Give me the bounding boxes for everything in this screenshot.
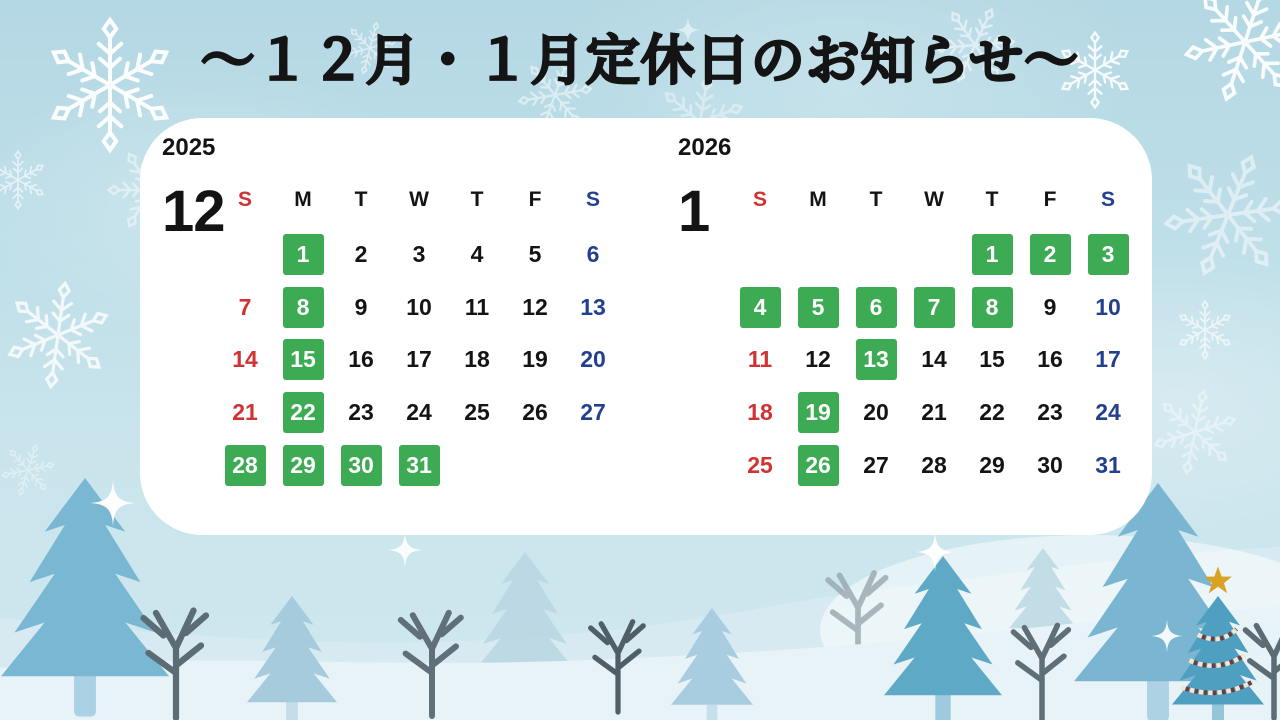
- day-number: 23: [348, 398, 374, 425]
- calendar-card: [140, 118, 1152, 535]
- day-cell: [216, 281, 274, 334]
- day-cell: [564, 386, 622, 439]
- weekday-header: S: [752, 188, 767, 211]
- empty-cell: [905, 228, 963, 281]
- day-cell: [564, 333, 622, 386]
- day-cell: [731, 281, 789, 334]
- weekday-header: M: [294, 188, 312, 211]
- holiday-day: 8: [283, 287, 324, 328]
- holiday-day: 1: [283, 234, 324, 275]
- calendar-year: 2025: [162, 134, 216, 161]
- holiday-day: 15: [283, 339, 324, 380]
- weekday-header: S: [1100, 188, 1115, 211]
- day-cell: [731, 333, 789, 386]
- day-cell: [448, 386, 506, 439]
- day-cell: [963, 333, 1021, 386]
- day-cell: [963, 228, 1021, 281]
- day-cell: [216, 439, 274, 492]
- day-cell: [963, 281, 1021, 334]
- day-cell: [789, 333, 847, 386]
- day-number: 15: [979, 346, 1005, 373]
- day-number: 3: [412, 240, 426, 267]
- calendar-grid: [731, 172, 1137, 491]
- day-cell: [390, 439, 448, 492]
- calendar-grid: [216, 172, 622, 491]
- weekday-header: T: [985, 188, 999, 211]
- day-number: 12: [805, 346, 831, 373]
- day-cell: [274, 333, 332, 386]
- day-cell: [1079, 228, 1137, 281]
- weekday-header: S: [585, 188, 600, 211]
- day-number: 5: [528, 240, 542, 267]
- day-number: 25: [464, 398, 490, 425]
- day-cell: [1021, 439, 1079, 492]
- day-number: 19: [522, 346, 548, 373]
- day-cell: [847, 281, 905, 334]
- day-cell: [448, 281, 506, 334]
- page-title: ～１２月・１月定休日のお知らせ～: [200, 31, 1080, 91]
- holiday-day: 30: [341, 445, 382, 486]
- day-number: 21: [232, 398, 258, 425]
- day-number: 17: [1095, 346, 1121, 373]
- snowflake-icon: [2, 277, 115, 394]
- day-cell: [905, 439, 963, 492]
- holiday-day: 6: [856, 287, 897, 328]
- day-cell: [390, 333, 448, 386]
- snowflake-icon: [0, 151, 45, 208]
- day-number: 6: [586, 240, 600, 267]
- day-number: 9: [354, 293, 368, 320]
- day-cell: [332, 333, 390, 386]
- day-cell: [1079, 386, 1137, 439]
- empty-cell: [448, 439, 506, 492]
- day-cell: [448, 333, 506, 386]
- day-cell: [506, 281, 564, 334]
- empty-cell: [847, 228, 905, 281]
- weekday-header: T: [869, 188, 883, 211]
- day-number: 7: [238, 293, 252, 320]
- day-cell: [905, 386, 963, 439]
- holiday-day: 4: [740, 287, 781, 328]
- holiday-day: 22: [283, 392, 324, 433]
- sparkle-icon: [387, 532, 422, 567]
- day-number: 9: [1043, 293, 1057, 320]
- day-cell: [332, 228, 390, 281]
- snowflake-icon: [1150, 135, 1280, 295]
- day-cell: [1021, 228, 1079, 281]
- holiday-day: 2: [1030, 234, 1071, 275]
- day-number: 10: [1095, 293, 1121, 320]
- weekday-header: F: [528, 188, 542, 211]
- holiday-day: 1: [972, 234, 1013, 275]
- day-number: 17: [406, 346, 432, 373]
- day-number: 14: [232, 346, 258, 373]
- day-cell: [448, 228, 506, 281]
- empty-cell: [564, 439, 622, 492]
- day-cell: [1021, 333, 1079, 386]
- day-cell: [390, 281, 448, 334]
- day-cell: [390, 386, 448, 439]
- weekday-header: W: [409, 188, 429, 211]
- day-cell: [731, 439, 789, 492]
- day-cell: [1079, 333, 1137, 386]
- day-cell: [274, 228, 332, 281]
- day-cell: [789, 386, 847, 439]
- day-cell: [847, 386, 905, 439]
- calendar-month-number: 12: [162, 179, 225, 244]
- holiday-day: 7: [914, 287, 955, 328]
- day-cell: [216, 386, 274, 439]
- holiday-day: 31: [399, 445, 440, 486]
- empty-cell: [506, 439, 564, 492]
- day-number: 30: [1037, 451, 1063, 478]
- day-number: 22: [979, 398, 1005, 425]
- day-cell: [216, 333, 274, 386]
- day-number: 18: [747, 398, 773, 425]
- day-cell: [506, 228, 564, 281]
- day-number: 16: [348, 346, 374, 373]
- weekday-header: F: [1043, 188, 1057, 211]
- snowflake-icon: [1178, 301, 1232, 358]
- day-cell: [274, 439, 332, 492]
- day-number: 29: [979, 451, 1005, 478]
- day-cell: [905, 281, 963, 334]
- day-cell: [789, 439, 847, 492]
- day-number: 12: [522, 293, 548, 320]
- day-number: 10: [406, 293, 432, 320]
- weekday-header: T: [354, 188, 368, 211]
- weekday-header: M: [809, 188, 827, 211]
- holiday-day: 28: [225, 445, 266, 486]
- day-cell: [390, 228, 448, 281]
- day-cell: [847, 333, 905, 386]
- snowflake-icon: [1148, 383, 1243, 481]
- day-cell: [332, 386, 390, 439]
- day-number: 27: [863, 451, 889, 478]
- day-number: 27: [580, 398, 606, 425]
- day-number: 2: [354, 240, 368, 267]
- empty-cell: [731, 228, 789, 281]
- day-cell: [274, 281, 332, 334]
- calendar-year: 2026: [678, 134, 732, 161]
- day-cell: [1021, 281, 1079, 334]
- day-cell: [847, 439, 905, 492]
- day-cell: [731, 386, 789, 439]
- weekday-header: T: [470, 188, 484, 211]
- day-number: 11: [464, 293, 490, 320]
- day-cell: [506, 333, 564, 386]
- day-number: 28: [921, 451, 947, 478]
- day-cell: [963, 439, 1021, 492]
- day-number: 21: [921, 398, 947, 425]
- holiday-day: 3: [1088, 234, 1129, 275]
- holiday-day: 13: [856, 339, 897, 380]
- day-cell: [564, 281, 622, 334]
- empty-cell: [789, 228, 847, 281]
- day-number: 25: [747, 451, 773, 478]
- calendar-month-number: 1: [678, 179, 710, 244]
- day-cell: [905, 333, 963, 386]
- holiday-day: 8: [972, 287, 1013, 328]
- day-number: 16: [1037, 346, 1063, 373]
- day-cell: [332, 281, 390, 334]
- day-number: 14: [921, 346, 947, 373]
- day-cell: [963, 386, 1021, 439]
- day-cell: [789, 281, 847, 334]
- weekday-header: S: [237, 188, 252, 211]
- day-cell: [1021, 386, 1079, 439]
- holiday-day: 5: [798, 287, 839, 328]
- day-number: 20: [580, 346, 606, 373]
- holiday-day: 19: [798, 392, 839, 433]
- holiday-day: 26: [798, 445, 839, 486]
- day-number: 11: [747, 346, 773, 373]
- day-cell: [506, 386, 564, 439]
- day-number: 18: [464, 346, 490, 373]
- day-number: 24: [406, 398, 432, 425]
- snowflake-icon: [0, 438, 60, 503]
- day-number: 31: [1095, 451, 1121, 478]
- day-number: 23: [1037, 398, 1063, 425]
- empty-cell: [216, 228, 274, 281]
- day-cell: [274, 386, 332, 439]
- day-number: 13: [580, 293, 606, 320]
- day-cell: [332, 439, 390, 492]
- day-cell: [1079, 439, 1137, 492]
- day-cell: [564, 228, 622, 281]
- day-number: 24: [1095, 398, 1121, 425]
- day-number: 26: [522, 398, 548, 425]
- day-number: 20: [863, 398, 889, 425]
- day-number: 4: [470, 240, 484, 267]
- day-cell: [1079, 281, 1137, 334]
- weekday-header: W: [924, 188, 944, 211]
- holiday-day: 29: [283, 445, 324, 486]
